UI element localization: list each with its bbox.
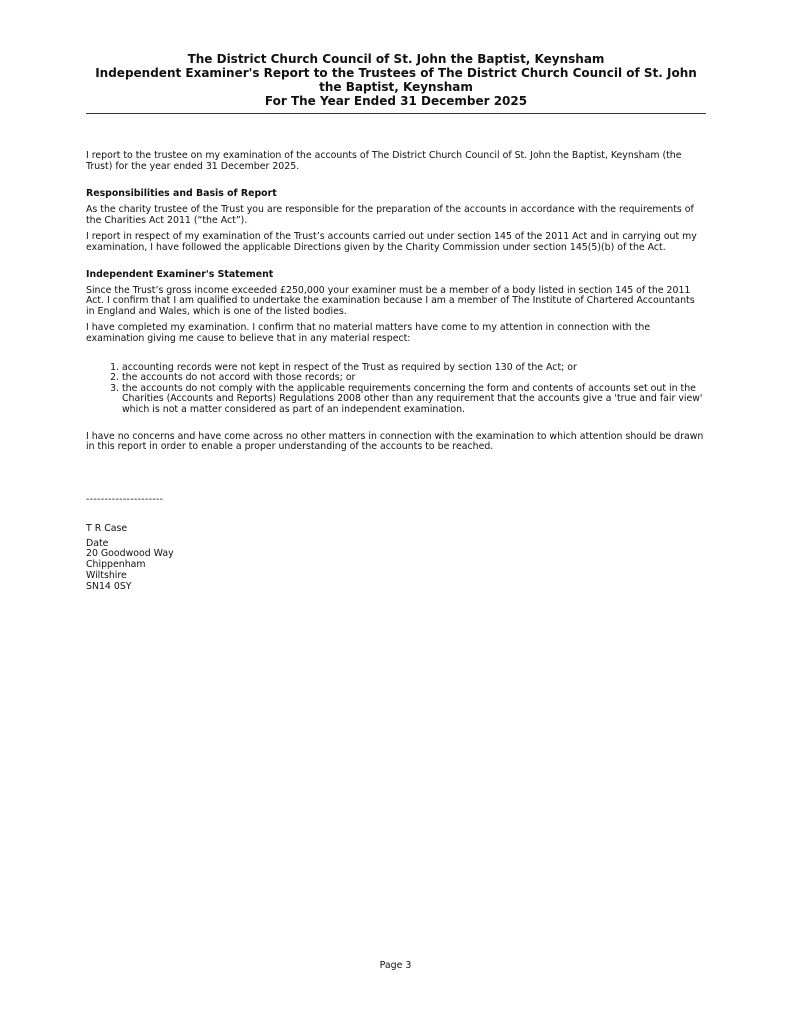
address-line: Chippenham [86, 559, 146, 571]
list-item: 1. accounting records were not kept in respect of the Trust as required by section 130 of the Act; or [122, 363, 706, 374]
list-item: 3. the accounts do not comply with the applicable requirements concerning the form and contents of accounts set out in the Charities (Accounts and Reports) Regulations 2008 other than any requirement that the accounts give a 'true and fair view' which is not a matter considered as part of an independent examination. [122, 384, 706, 416]
matters-list [86, 363, 706, 416]
address-line: SN14 0SY [86, 580, 132, 592]
responsibilities-paragraph-1: As the charity trustee of the Trust you are responsible for the preparation of the accounts in accordance with the requirements of the Charities Act 2011 (“the Act”). [86, 204, 694, 226]
statement-paragraph-1: Since the Trust’s gross income exceeded £250,000 your examiner must be a member of a body listed in section 145 of the 2011 Act. I confirm that I am qualified to undertake the examination because I am a member of The Institute of Chartered Accountants in England and Wales, which is one of the listed bodies. [86, 284, 695, 317]
report-title-line1: Independent Examiner's Report to the Trustees of The District Church Council of St. John [95, 66, 697, 80]
document-page [86, 52, 706, 593]
examiner-name: T R Case [86, 522, 128, 534]
statement-paragraph-2: I have completed my examination. I confirm that no material matters have come to my attention in connection with the examination giving me cause to believe that in any material respect: [86, 322, 651, 344]
report-period: For The Year Ended 31 December 2025 [264, 94, 528, 108]
report-header [86, 52, 706, 108]
statement-heading: Independent Examiner's Statement [86, 268, 274, 280]
address-line: 20 Goodwood Way [86, 548, 174, 560]
date-label: Date [86, 537, 109, 549]
responsibilities-heading: Responsibilities and Basis of Report [86, 188, 277, 200]
conclusion-paragraph: I have no concerns and have come across no other matters in connection with the examination to which attention should be drawn in this report in order to enable a proper understanding of the accounts to be reached. [86, 430, 704, 453]
page-number: Page 3 [379, 960, 412, 971]
header-divider [86, 113, 706, 114]
intro-paragraph: I report to the trustee on my examination of the accounts of The District Church Council of St. John the Baptist, Keynsham (the Trust) for the year ended 31 December 2025. [86, 150, 682, 172]
council-title: The District Church Council of St. John the Baptist, Keynsham [187, 52, 605, 66]
report-title-line2: the Baptist, Keynsham [319, 80, 473, 94]
responsibilities-paragraph-2: I report in respect of my examination of the Trust’s accounts carried out under section 145 of the 2011 Act and in carrying out my examination, I have followed the applicable Directions given by the Charity Commission under section 145(5)(b) of the Act. [86, 231, 697, 253]
examiner-details [86, 539, 706, 593]
signature-line: --------------------- [86, 493, 164, 505]
list-item: 2. the accounts do not accord with those records; or [122, 373, 706, 384]
address-line: Wiltshire [86, 570, 127, 582]
